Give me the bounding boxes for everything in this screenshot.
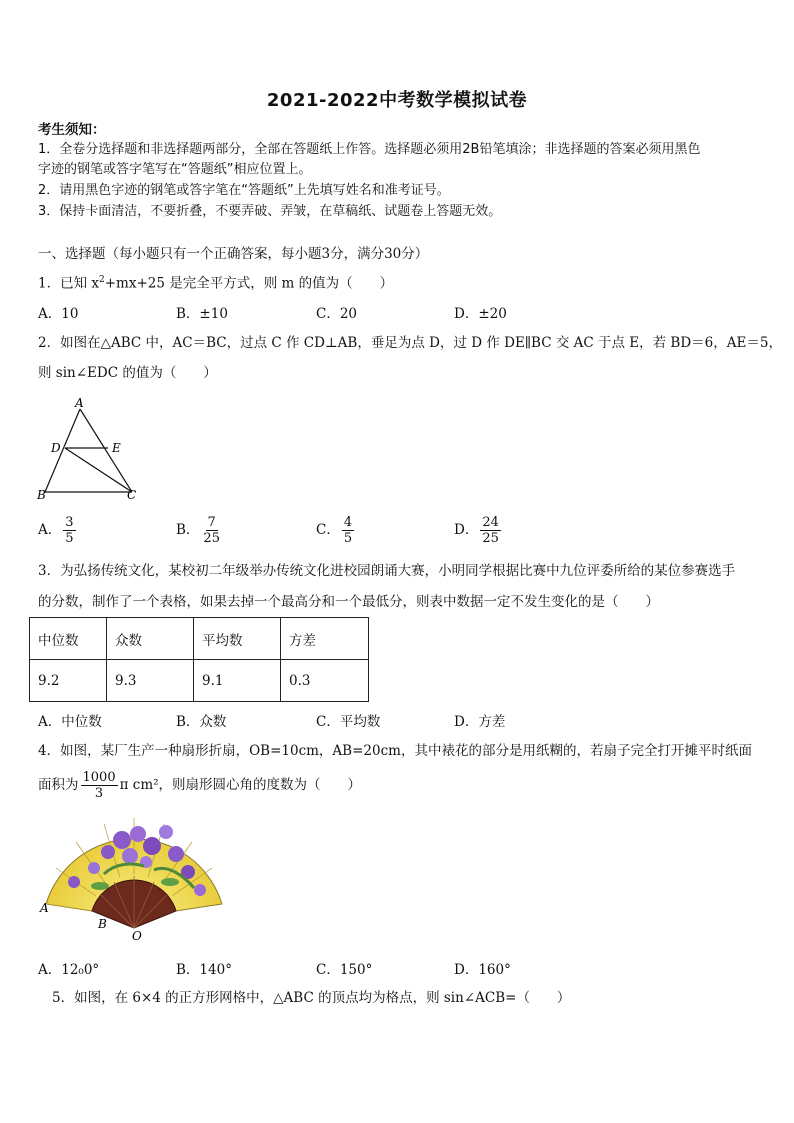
label-c: C [127, 488, 137, 502]
table-header: 方差 [281, 618, 369, 660]
label-o: O [132, 929, 142, 943]
question-4-line1: 4．如图，某厂生产一种扇形折扇，OB=10cm，AB=20cm，其中裱花的部分是用纸糊的，若扇子完全打开摊平时纸面 [38, 743, 752, 759]
question-3-line1: 3．为弘扬传统文化，某校初二年级举办传统文化进校园朗诵大赛，小明同学根据比赛中九位评委所给的某位参赛选手 [38, 563, 736, 579]
question-2-line1: 2．如图在△ABC 中，AC＝BC，过点 C 作 CD⊥AB，垂足为点 D，过 D 作 DE∥BC 交 AC 于点 E，若 BD＝6，AE＝5， [38, 335, 782, 351]
q3-option-b: B．众数 [176, 714, 227, 730]
table-header: 平均数 [194, 618, 281, 660]
q2-option-c [316, 515, 356, 546]
label-b: B [98, 917, 107, 931]
q4-option-a: A．12₀0° [38, 962, 100, 978]
table-cell: 0.3 [281, 660, 369, 702]
label-a: A [75, 396, 84, 410]
q1-stem-a: 1．已知 x [38, 275, 99, 292]
table-header: 中位数 [30, 618, 107, 660]
q1-option-d: D．±20 [454, 306, 507, 322]
q2-d-den: 25 [482, 531, 499, 546]
question-4-line2 [38, 768, 756, 802]
notice-item-1b: 字迹的钢笔或答字笔写在“答题纸”相应位置上。 [38, 162, 312, 177]
table-row [30, 660, 369, 702]
notice-item-3: 3．保持卡面清洁，不要折叠，不要弄破、弄皱，在草稿纸、试题卷上答题无效。 [38, 204, 502, 219]
section-heading: 一、选择题（每小题只有一个正确答案，每小题3分，满分30分） [38, 246, 429, 262]
q2-d-num: 24 [482, 515, 499, 530]
table-cell: 9.2 [30, 660, 107, 702]
label-e: E [112, 441, 121, 455]
notice-heading: 考生须知： [38, 122, 106, 138]
q3-option-d: D．方差 [454, 714, 506, 730]
q2-b-den: 25 [203, 531, 220, 546]
folding-fan-image [34, 812, 230, 948]
q3-option-a: A．中位数 [38, 714, 102, 730]
notice-item-2: 2．请用黑色字迹的钢笔或答字笔在“答题纸”上先填写姓名和准考证号。 [38, 183, 450, 198]
question-3-line2: 的分数，制作了一个表格，如果去掉一个最高分和一个最低分，则表中数据一定不发生变化的是（ ） [38, 594, 659, 610]
q4-line2-b: π cm²，则扇形圆心角的度数为（ ） [119, 777, 362, 793]
label-b: B [37, 488, 46, 502]
q4-option-d: D．160° [454, 962, 511, 978]
label-a: A [40, 901, 49, 915]
question-5-stem: 5．如图，在 6×4 的正方形网格中，△ABC 的顶点均为格点，则 sin∠ACB=（ ） [52, 990, 571, 1006]
q1-option-a: A．10 [38, 306, 79, 322]
q2-b-num: 7 [207, 515, 216, 530]
q1-stem-b: +mx+25 是完全平方式，则 m 的值为（ ） [104, 275, 394, 292]
table-cell: 9.1 [194, 660, 281, 702]
q2-d-label: D． [454, 522, 479, 538]
q1-option-c: C．20 [316, 306, 358, 322]
edge-dc [65, 448, 132, 492]
q4-option-c: C．150° [316, 962, 373, 978]
q4-frac-den: 3 [94, 786, 104, 801]
page-title: 2021-2022中考数学模拟试卷 [266, 90, 528, 111]
q1-option-b: B．±10 [176, 306, 228, 322]
q4-frac-num: 1000 [82, 770, 116, 785]
table-header-row [30, 618, 369, 660]
q4-option-b: B．140° [176, 962, 232, 978]
q2-a-num: 3 [65, 515, 74, 530]
q2-option-a [38, 515, 78, 546]
table-cell: 9.3 [107, 660, 194, 702]
q2-c-label: C． [316, 522, 340, 538]
q2-b-label: B． [176, 522, 200, 538]
triangle-figure [30, 395, 150, 503]
q2-c-den: 5 [343, 531, 353, 546]
q3-option-c: C．平均数 [316, 714, 381, 730]
q2-option-b [176, 515, 224, 546]
q4-line2-a: 面积为 [38, 777, 79, 793]
q2-a-label: A． [38, 522, 62, 538]
q2-a-den: 5 [65, 531, 74, 546]
label-d: D [51, 441, 61, 455]
stats-table [29, 617, 369, 702]
table-header: 众数 [107, 618, 194, 660]
q2-c-num: 4 [343, 515, 353, 530]
notice-item-1a: 1．全卷分选择题和非选择题两部分，全部在答题纸上作答。选择题必须用2B铅笔填涂；非选择题的答案必须用黑色 [38, 142, 701, 157]
edge-ac [80, 409, 132, 492]
q2-option-d [454, 515, 503, 546]
q1-sup: 2 [99, 275, 105, 285]
question-2-line2: 则 sin∠EDC 的值为（ ） [38, 365, 217, 381]
question-1-stem [38, 270, 756, 294]
